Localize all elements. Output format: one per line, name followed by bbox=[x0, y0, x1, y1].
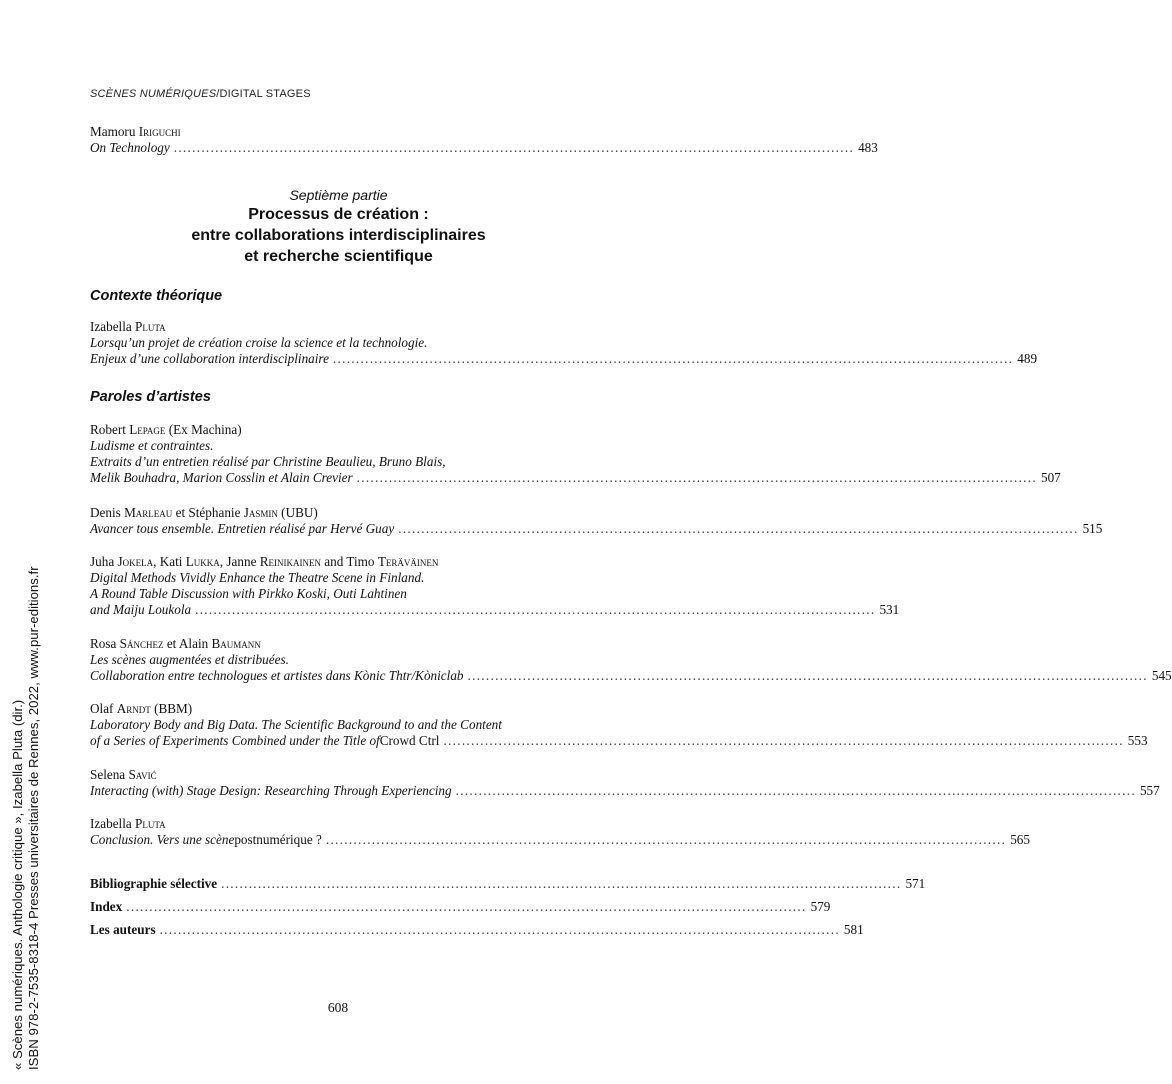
toc-entry-sanchez[interactable] bbox=[90, 636, 1172, 684]
page-ref: 565 bbox=[1010, 832, 1030, 847]
part-title-line-2: entre collaborations interdisciplinaires bbox=[191, 227, 486, 244]
toc-title-line: Digital Methods Vividly Enhance the Theatre Scene in Finland. bbox=[90, 570, 425, 585]
page-ref: 507 bbox=[1040, 470, 1061, 485]
toc-title-line: Melik Bouhadra, Marion Cosslin et Alain Crevier .................................................................................................................................................... 507 bbox=[90, 470, 1061, 485]
toc-title-line: Enjeux d’une collaboration interdisciplinaire .................................................................................................................................................... 489 bbox=[90, 351, 1038, 366]
toc-entry-lepage[interactable] bbox=[90, 422, 1061, 486]
toc-author: Selena Savić bbox=[90, 767, 157, 782]
page-ref: 531 bbox=[879, 602, 900, 617]
toc-title-line: Extraits d’un entretien réalisé par Christine Beaulieu, Bruno Blais, bbox=[90, 454, 446, 469]
toc-author: Denis Marleau et Stéphanie Jasmin (UBU) bbox=[90, 505, 318, 520]
toc-title-line: of a Series of Experiments Combined under the Title of Crowd Ctrl .................................................................................................................................................... 553 bbox=[90, 733, 1148, 748]
toc-title-line: and Maiju Loukola .................................................................................................................................................... 531 bbox=[90, 602, 900, 617]
running-head: SCÈNES NUMÉRIQUES/DIGITAL STAGES bbox=[90, 88, 311, 100]
toc-title-line: A Round Table Discussion with Pirkko Koski, Outi Lahtinen bbox=[90, 586, 407, 601]
toc-title-line: Avancer tous ensemble. Entretien réalisé par Hervé Guay .................................................................................................................................................... 515 bbox=[90, 521, 1103, 536]
toc-author: Izabella Pluta bbox=[90, 319, 166, 334]
part-label: Septième partie bbox=[289, 187, 388, 203]
toc-entry-pluta-1[interactable] bbox=[90, 319, 1038, 367]
toc-entry-iriguchi[interactable] bbox=[90, 124, 878, 156]
part-title-line-3: et recherche scientifique bbox=[244, 248, 433, 265]
toc-author: Olaf Arndt (BBM) bbox=[90, 701, 193, 716]
toc-title-line: Les scènes augmentées et distribuées. bbox=[90, 652, 289, 667]
page-ref: 515 bbox=[1082, 521, 1103, 536]
toc-author: Rosa Sánchez et Alain Baumann bbox=[90, 636, 261, 651]
page-ref: 545 bbox=[1151, 668, 1172, 683]
toc-title-line: Collaboration entre technologues et artistes dans Kònic Thtr/Kòniclab .................................................................................................................................................... 545 bbox=[90, 668, 1172, 683]
toc-entry-bibliographie[interactable]: Bibliographie sélective .................................................................................................................................................... 571 bbox=[90, 876, 926, 891]
toc-entry-arndt[interactable] bbox=[90, 701, 1148, 749]
part-title-line-1: Processus de création : bbox=[248, 206, 429, 223]
toc-title-line: On Technology .................................................................................................................................................... 483 bbox=[90, 140, 878, 155]
toc-author: Izabella Pluta bbox=[90, 816, 166, 831]
toc-entry-marleau[interactable] bbox=[90, 505, 1103, 537]
toc-author: Juha Jokela, Kati Lukka, Janne Reinikainen and Timo Teräväinen bbox=[90, 554, 439, 569]
toc-author: Mamoru Iriguchi bbox=[90, 124, 181, 139]
page-ref: 581 bbox=[843, 922, 864, 937]
toc-author: Robert Lepage (Ex Machina) bbox=[90, 422, 242, 437]
toc-entry-savic[interactable] bbox=[90, 767, 1160, 799]
page-ref: 579 bbox=[810, 899, 831, 914]
side-citation-line-1: « Scènes numériques. Anthologie critique », Izabella Pluta (dir.) bbox=[10, 699, 25, 1070]
toc-title-line: Laboratory Body and Big Data. The Scientific Background to and the Content bbox=[90, 717, 502, 732]
section-title-paroles: Paroles d’artistes bbox=[90, 389, 211, 405]
toc-entry-index[interactable]: Index .................................................................................................................................................... 579 bbox=[90, 899, 831, 914]
page-ref: 571 bbox=[905, 876, 926, 891]
toc-title-line: Interacting (with) Stage Design: Researching Through Experiencing .................................................................................................................................................... 557 bbox=[90, 783, 1160, 798]
toc-title-line: Ludisme et contraintes. bbox=[90, 438, 214, 453]
toc-entry-jokela[interactable] bbox=[90, 554, 900, 618]
toc-title-line: Lorsqu’un projet de création croise la science et la technologie. bbox=[90, 335, 428, 350]
page-number: 608 bbox=[327, 1000, 349, 1015]
part-header bbox=[90, 186, 587, 267]
page-ref: 553 bbox=[1127, 733, 1148, 748]
page-ref: 557 bbox=[1139, 783, 1160, 798]
page-ref: 489 bbox=[1017, 351, 1038, 366]
side-citation-line-2: ISBN 978-2-7535-8318-4 Presses universitaires de Rennes, 2022, www.pur-editions.fr bbox=[26, 566, 41, 1070]
toc-title-line: Conclusion. Vers une scène postnumérique ? .................................................................................................................................................... 565 bbox=[90, 832, 1030, 847]
page-ref: 483 bbox=[858, 140, 878, 155]
side-citation bbox=[10, 566, 42, 1070]
section-title-contexte: Contexte théorique bbox=[90, 288, 223, 304]
toc-entry-pluta-2[interactable] bbox=[90, 816, 1030, 848]
toc-entry-auteurs[interactable]: Les auteurs .................................................................................................................................................... 581 bbox=[90, 922, 864, 937]
